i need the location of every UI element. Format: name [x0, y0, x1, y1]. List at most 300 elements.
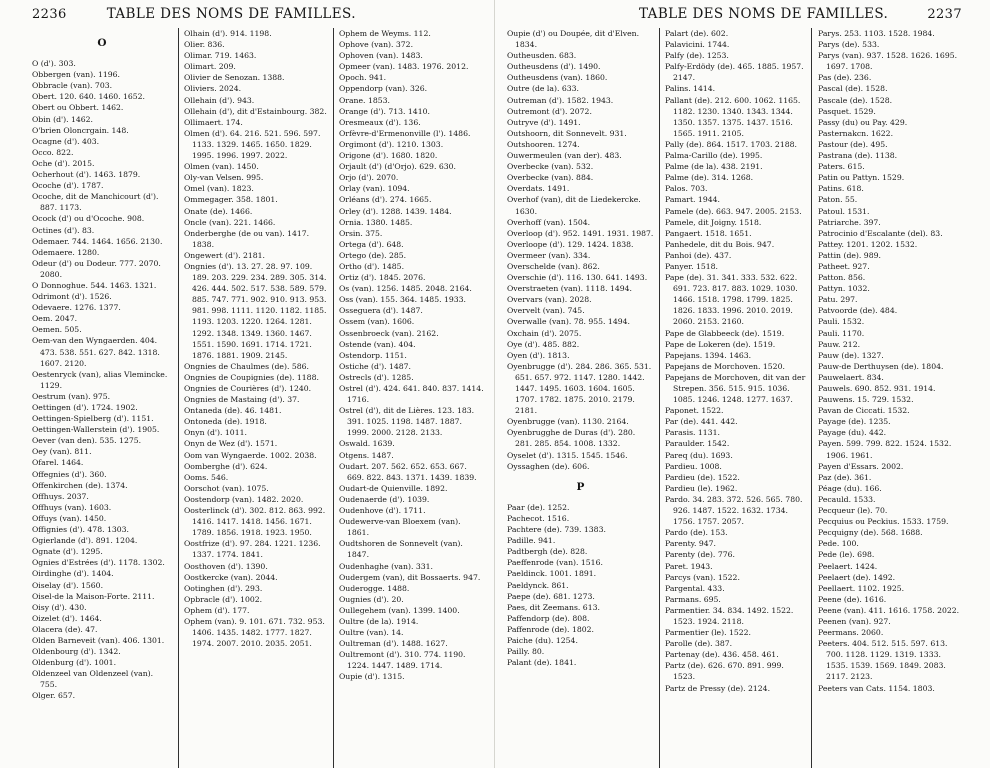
- index-entry: Paponet. 1522.: [665, 406, 724, 416]
- index-entry: Oudart. 207. 562. 652. 653. 667. 669. 822. 843. 1371. 1439. 1839.: [339, 461, 477, 482]
- index-column: [811, 28, 962, 768]
- index-entry: Partenay (de). 436. 458. 461.: [665, 650, 779, 660]
- index-entry: Oldenzeel van Oldenzeel (van). 755.: [32, 669, 154, 690]
- index-entry: Ollehain (d'), dit d'Estainbourg. 382.: [184, 106, 327, 116]
- index-entry: Oosterlinck (d'). 302. 812. 863. 992. 1416. 1417. 1418. 1456. 1671. 1789. 1856. 1918. 1923. 1950.: [184, 506, 326, 538]
- index-entry: Patoul. 1531.: [818, 206, 870, 216]
- index-entry: Peeters van Cats. 1154. 1803.: [818, 683, 935, 693]
- index-entry: Oldenbourg (d'). 1342.: [32, 647, 121, 657]
- index-entry: Ortego (de). 285.: [339, 250, 407, 260]
- index-entry: Oudewerve-van Bloexem (van). 1861.: [339, 517, 461, 538]
- index-entry: Oncle (van). 221. 1466.: [184, 217, 276, 227]
- index-entry: Overmeer (van). 334.: [507, 250, 591, 260]
- index-entry: Peelaert (de). 1492.: [818, 572, 896, 582]
- index-entry: Pauwels. 690. 852. 931. 1914.: [818, 384, 936, 393]
- index-entry: Oom van Wyngaerde. 1002. 2038.: [184, 450, 317, 460]
- index-entry: Pangaert. 1518. 1651.: [665, 228, 752, 238]
- section-letter: O: [97, 37, 107, 49]
- index-entry: Paeldinck. 1001. 1891.: [507, 569, 597, 579]
- index-entry: O'brien Oloncrgain. 148.: [32, 125, 129, 135]
- index-entry: Oultremont (d'). 310. 774. 1190. 1224. 1447. 1489. 1714.: [339, 650, 466, 671]
- index-entry: Oudenhaghe (van). 331.: [339, 561, 433, 571]
- index-entry: Overbecke (van). 884.: [507, 173, 594, 183]
- index-entry: Pailly. 80.: [507, 647, 545, 657]
- index-entry: Parenty. 947.: [665, 539, 716, 549]
- index-entry: Opoch. 941.: [339, 73, 387, 83]
- index-entry: Offhuys (van). 1603.: [32, 502, 112, 512]
- index-entry: Payen d'Essars. 2002.: [818, 461, 904, 471]
- right-page-number: 2237: [927, 7, 962, 22]
- index-entry: Pecqueur (le). 70.: [818, 506, 888, 516]
- index-entry: Oultreman (d'). 1488. 1627.: [339, 639, 448, 649]
- index-entry: Onyn de Wez (d'). 1571.: [184, 439, 278, 449]
- index-entry: Pardieu (le). 1962.: [665, 483, 738, 493]
- index-entry: Paz (de). 361.: [818, 472, 872, 482]
- index-entry: Ouwermeulen (van der). 483.: [507, 151, 622, 161]
- index-entry: Oettingen (d'). 1724. 1902.: [32, 403, 138, 412]
- index-entry: Paeldynck. 861.: [507, 580, 569, 590]
- index-entry: Peellaert. 1102. 1925.: [818, 583, 905, 593]
- index-entry: Opbracle (d'). 1002.: [184, 594, 263, 604]
- index-entry: Offuys (van). 1450.: [32, 513, 107, 523]
- index-entry: Oswald. 1639.: [339, 439, 395, 449]
- index-entry: Pecquigny (de). 568. 1688.: [818, 528, 923, 538]
- index-entry: Obert. 120. 640. 1460. 1652.: [32, 92, 146, 102]
- index-entry: Ongnies de Coupignies (de). 1188.: [184, 372, 319, 382]
- index-entry: Onyn (d'). 1011.: [184, 428, 247, 438]
- index-entry: Oudart-de Quienville. 1892.: [339, 483, 448, 493]
- index-entry: Paters. 615.: [818, 162, 865, 172]
- index-entry: Oudergem (van), dit Bossaerts. 947.: [339, 572, 481, 582]
- index-entry: Palavicini. 1744.: [665, 40, 730, 50]
- index-entry: Ophem (van). 9. 101. 671. 732. 953. 1406. 1435. 1482. 1777. 1827. 1974. 2007. 2010. 2035. 2051.: [184, 616, 325, 649]
- index-entry: Padille. 941.: [507, 536, 556, 546]
- index-entry: Pauw (de). 1327.: [818, 350, 884, 360]
- index-entry: Pareq (du). 1693.: [665, 450, 733, 460]
- index-entry: Orjault (d') (d'Orjo). 629. 630.: [339, 162, 456, 172]
- index-entry: Ongnies de Chaulmes (de). 586.: [184, 361, 309, 371]
- index-entry: Pachecot. 1516.: [507, 513, 570, 523]
- index-entry: Outreman (d'). 1582. 1943.: [507, 95, 614, 105]
- index-entry: Oyenbrugge (d'). 284. 286. 365. 531. 651. 657. 972. 1147. 1280. 1442. 1447. 1495. 1603. 1604. 1605. 1707. 1782. 1875. 2010. 2179. 2181.: [507, 361, 652, 416]
- index-entry: Obbracle (van). 703.: [32, 81, 113, 91]
- index-entry: Ossem (van). 1606.: [339, 317, 415, 327]
- index-entry: Orlay (van). 1094.: [339, 184, 410, 194]
- index-entry: Outshoorn, dit Sonnevelt. 931.: [507, 128, 627, 138]
- index-entry: Odrimont (d'). 1526.: [32, 292, 112, 302]
- index-entry: Parmentier (le). 1522.: [665, 628, 751, 638]
- index-entry: Pardieu. 1008.: [665, 461, 722, 471]
- left-page-title: TABLE DES NOMS DE FAMILLES.: [106, 6, 356, 22]
- index-entry: Outremont (d'). 2072.: [507, 106, 592, 116]
- index-entry: Ollehain (d'). 943.: [184, 95, 255, 105]
- index-entry: Pauli. 1170.: [818, 328, 865, 338]
- index-entry: Paret. 1943.: [665, 561, 713, 571]
- index-entry: Odevaere. 1276. 1377.: [32, 303, 121, 313]
- index-entry: Ophoven (van). 1483.: [339, 51, 423, 61]
- index-entry: Palart (de). 602.: [665, 29, 729, 38]
- index-entry: Oldenburg (d'). 1001.: [32, 658, 117, 668]
- index-entry: Ongnies de Mastaing (d'). 37.: [184, 395, 300, 405]
- index-entry: Ocagne (d'). 403.: [32, 136, 100, 146]
- index-entry: Pally (de). 864. 1517. 1703. 2188.: [665, 139, 797, 149]
- index-entry: Parys (van). 937. 1528. 1626. 1695. 1697. 1708.: [818, 51, 958, 72]
- index-entry: Pardieu (de). 1522.: [665, 472, 740, 482]
- index-entry: Ocoche (d'). 1787.: [32, 181, 104, 191]
- index-entry: Olden Barneveit (van). 406. 1301.: [32, 635, 165, 645]
- index-entry: Overbecke (van). 532.: [507, 162, 594, 172]
- section-letter: P: [576, 480, 585, 493]
- index-entry: Outheusden. 683.: [507, 51, 577, 61]
- index-entry: Oostkercke (van). 2044.: [184, 572, 278, 582]
- index-entry: Olmen (d'). 64. 216. 521. 596. 597. 1133. 1329. 1465. 1650. 1829. 1995. 1996. 1997. 2022.: [184, 128, 321, 161]
- index-entry: O Donnoghue. 544. 1463. 1321.: [32, 280, 157, 290]
- index-entry: Oiselay (d'). 1560.: [32, 580, 104, 590]
- index-entry: Pede. 100.: [818, 539, 859, 549]
- index-entry: Octines (d'). 83.: [32, 225, 95, 235]
- index-entry: Ophem (d'). 177.: [184, 605, 250, 615]
- index-entry: Parys (de). 533.: [818, 40, 880, 50]
- index-entry: Oliviers. 2024.: [184, 84, 242, 94]
- index-entry: Palins. 1414.: [665, 84, 716, 94]
- index-entry: Oizelet (d'). 1464.: [32, 613, 102, 623]
- index-entry: Oudenhove (d'). 1711.: [339, 506, 426, 516]
- index-column: [507, 28, 659, 768]
- index-entry: Ophove (van). 372.: [339, 40, 414, 50]
- index-entry: Overschelde (van). 862.: [507, 261, 600, 271]
- index-entry: Ootinghen (d'). 293.: [184, 583, 263, 593]
- index-entry: Olimart. 209.: [184, 62, 236, 72]
- right-page-title: TABLE DES NOMS DE FAMILLES.: [639, 6, 889, 22]
- index-entry: Ogierlande (d'). 891. 1204.: [32, 536, 138, 546]
- index-entry: Offignies (d'). 478. 1303.: [32, 525, 129, 535]
- index-entry: Péage (du). 166.: [818, 483, 882, 493]
- index-entry: Ornia. 1380. 1485.: [339, 217, 413, 227]
- index-entry: Ortega (d'). 648.: [339, 239, 404, 249]
- index-entry: Obin (d'). 1462.: [32, 114, 94, 124]
- index-entry: Olimar. 719. 1463.: [184, 51, 257, 61]
- index-entry: Oostendorp (van). 1482. 2020.: [184, 494, 304, 504]
- index-entry: Paffenrode (de). 1802.: [507, 624, 594, 634]
- index-entry: Overloope (d'). 129. 1424. 1838.: [507, 239, 634, 249]
- index-entry: Payage (du). 442.: [818, 428, 887, 438]
- index-entry: Ostiche (d'). 1487.: [339, 361, 411, 371]
- index-entry: Ortho (d'). 1485.: [339, 261, 405, 271]
- right-page-header: [507, 6, 962, 28]
- index-entry: Overhoff (van). 1504.: [507, 217, 591, 227]
- index-entry: Omel (van). 1823.: [184, 184, 254, 194]
- index-entry: Pape (de). 31. 341. 333. 532. 622. 691. 723. 817. 883. 1029. 1030. 1466. 1518. 1798. 1799. 1825. 1826. 1833. 1996. 2010. 2019. 2060. 2153. 2160.: [665, 273, 798, 327]
- index-entry: Peene (van). 411. 1616. 1758. 2022.: [818, 605, 960, 615]
- index-entry: Ontaneda (de). 46. 1481.: [184, 406, 282, 416]
- index-entry: Olmen (van). 1450.: [184, 162, 259, 172]
- index-entry: Patu. 297.: [818, 295, 858, 305]
- index-entry: Oem-van den Wyngaerden. 404. 473. 538. 551. 627. 842. 1318. 1607. 2120.: [32, 336, 160, 368]
- index-entry: Ophem de Weyms. 112.: [339, 29, 431, 38]
- index-entry: Palme (de la). 438. 2191.: [665, 162, 763, 172]
- index-entry: Ooms. 546.: [184, 472, 229, 482]
- index-entry: Outryve (d'). 1491.: [507, 117, 581, 127]
- index-entry: Payage (de). 1235.: [818, 417, 891, 427]
- index-entry: Oettingen-Wallerstein (d'). 1905.: [32, 425, 160, 435]
- index-entry: Oye (d'). 485. 882.: [507, 339, 580, 349]
- index-entry: Olivier de Senozan. 1388.: [184, 73, 285, 83]
- index-entry: Oosthoven (d'). 1390.: [184, 561, 268, 571]
- index-entry: Peene (de). 1616.: [818, 594, 887, 604]
- index-entry: Pecauld. 1533.: [818, 494, 876, 504]
- index-entry: Ollimaert. 174.: [184, 117, 243, 127]
- index-entry: Pas (de). 236.: [818, 73, 872, 83]
- index-entry: Oem. 2047.: [32, 314, 78, 324]
- index-entry: Parmans. 695.: [665, 594, 721, 604]
- index-entry: Pardo (de). 153.: [665, 528, 728, 538]
- index-entry: Oirdinghe (d'). 1404.: [32, 569, 114, 579]
- index-entry: Oey (van). 811.: [32, 447, 92, 457]
- index-entry: Partz (de). 626. 670. 891. 999. 1523.: [665, 661, 784, 682]
- index-entry: Oisy (d'). 430.: [32, 602, 87, 612]
- index-entry: Orléans (d'). 274. 1665.: [339, 195, 432, 205]
- index-entry: Orgimont (d'). 1210. 1303.: [339, 139, 444, 149]
- index-entry: Olacera (de). 47.: [32, 624, 98, 634]
- index-entry: Pauw-de Derthuysen (de). 1804.: [818, 361, 944, 371]
- index-entry: Odemaer. 744. 1464. 1656. 2130.: [32, 236, 163, 246]
- index-entry: Papejans. 1394. 1463.: [665, 350, 752, 360]
- index-entry: Oly-van Velsen. 995.: [184, 173, 264, 183]
- index-entry: Pauli. 1532.: [818, 317, 865, 327]
- index-entry: Ontoneda (de). 1918.: [184, 417, 267, 427]
- index-entry: Odeur (d') ou Dodeur. 777. 2070. 2080.: [32, 258, 161, 279]
- index-entry: Ofarel. 1464.: [32, 458, 84, 468]
- index-entry: Offhuys. 2037.: [32, 491, 89, 501]
- index-entry: Orfèvre-d'Ermenonville (l'). 1486.: [339, 128, 471, 138]
- index-entry: Palma-Carillo (de). 1995.: [665, 151, 763, 161]
- index-entry: Onderberghe (de ou van). 1417. 1838.: [184, 228, 310, 249]
- index-entry: Overloop (d'). 952. 1491. 1931. 1987.: [507, 228, 654, 238]
- index-entry: Oorschot (van). 1075.: [184, 483, 269, 493]
- index-entry: Patton. 856.: [818, 273, 866, 283]
- index-entry: Oche (d'). 2015.: [32, 158, 95, 168]
- index-entry: Orsin. 375.: [339, 228, 383, 238]
- index-entry: Pardo. 34. 283. 372. 526. 565. 780. 926. 1487. 1522. 1632. 1734. 1756. 1757. 2057.: [665, 494, 803, 527]
- index-entry: Orane. 1853.: [339, 95, 390, 105]
- index-entry: Parenty (de). 776.: [665, 550, 735, 560]
- index-entry: Overwalle (van). 78. 955. 1494.: [507, 317, 630, 327]
- index-entry: Overstraeten (van). 1118. 1494.: [507, 284, 632, 294]
- index-entry: Ostende (van). 404.: [339, 339, 416, 349]
- index-entry: Paiche (du). 1254.: [507, 635, 578, 645]
- index-entry: Partz de Pressy (de). 2124.: [665, 683, 771, 693]
- index-entry: Offegnies (d'). 360.: [32, 469, 107, 479]
- index-entry: Ortiz (d'). 1845. 2076.: [339, 273, 426, 283]
- index-entry: Padtbergh (de). 828.: [507, 547, 588, 557]
- index-entry: Palant (de). 1841.: [507, 658, 577, 668]
- index-entry: Ognate (d'). 1295.: [32, 547, 103, 557]
- index-entry: Pecquius ou Peckius. 1533. 1759.: [818, 517, 949, 527]
- index-entry: Obert ou Obbert. 1462.: [32, 103, 124, 113]
- index-entry: Pasquet. 1529.: [818, 106, 876, 116]
- index-entry: Parasis. 1131.: [665, 428, 720, 438]
- index-entry: O (d'). 303.: [32, 59, 76, 69]
- index-entry: Oyen (d'). 1813.: [507, 350, 570, 360]
- index-entry: Palme (de). 314. 1268.: [665, 173, 754, 183]
- index-entry: Ocoche, dit de Manchicourt (d'). 887. 1173.: [32, 192, 159, 213]
- index-entry: Oemen. 505.: [32, 325, 82, 335]
- index-entry: Oisel-de la Maison-Forte. 2111.: [32, 591, 155, 601]
- index-entry: Ongnies (d'). 13. 27. 28. 97. 109. 189. 203. 229. 234. 289. 305. 314. 426. 444. 502. 517. 538. 589. 579. 885. 747. 771. 902. 910. 913. 953. 981. 998. 1111. 1120. 1182. 1185. 1193. 1203. 1220. 1264. 1281. 1292. 1348. 1349. 1360. 1467. 1551. 1590. 1691. 1714. 1721. 1876. 1881. 1909. 2145.: [184, 261, 327, 360]
- left-page-columns: [32, 28, 484, 768]
- index-entry: Ouderogge. 1488.: [339, 583, 410, 593]
- index-entry: Passy (du) ou Pay. 429.: [818, 117, 908, 127]
- index-entry: Pallant (de). 212. 600. 1062. 1165. 1182. 1230. 1340. 1343. 1344. 1350. 1357. 1375. 1437. 1516. 1565. 1911. 2105.: [665, 95, 801, 138]
- index-entry: Occo. 822.: [32, 147, 74, 157]
- index-entry: Oyselet (d'). 1315. 1545. 1546.: [507, 450, 628, 460]
- index-entry: Pavan de Ciccati. 1532.: [818, 406, 910, 416]
- index-entry: Parmentier. 34. 834. 1492. 1522. 1523. 1924. 2118.: [665, 605, 794, 626]
- index-entry: Ommegager. 358. 1801.: [184, 195, 278, 205]
- index-entry: Patin ou Pattyn. 1529.: [818, 173, 905, 183]
- index-entry: Par (de). 441. 442.: [665, 417, 738, 427]
- index-entry: Pamele, dit Joigny. 1518.: [665, 217, 762, 227]
- index-column: [333, 28, 484, 768]
- index-entry: Paes, dit Zeemans. 613.: [507, 602, 600, 612]
- index-entry: Pauw. 212.: [818, 339, 861, 349]
- index-entry: Patvoorde (de). 484.: [818, 306, 898, 316]
- index-entry: Parcys (van). 1522.: [665, 572, 740, 582]
- index-entry: Obbergen (van). 1196.: [32, 70, 121, 80]
- index-entry: Pastour (de). 495.: [818, 139, 888, 149]
- index-entry: Oettingen-Spielberg (d'). 1151.: [32, 414, 154, 424]
- index-entry: Parys. 253. 1103. 1528. 1984.: [818, 29, 935, 38]
- index-entry: Paepe (de). 681. 1273.: [507, 591, 595, 601]
- index-entry: Olger. 657.: [32, 691, 76, 701]
- index-entry: Overvelt (van). 745.: [507, 306, 585, 316]
- index-entry: Opmeer (van). 1483. 1976. 2012.: [339, 62, 469, 72]
- index-entry: Oever (van den). 535. 1275.: [32, 436, 142, 446]
- index-entry: Patriarche. 397.: [818, 217, 881, 227]
- index-entry: Ostrel (d'). 424. 641. 840. 837. 1414. 1716.: [339, 384, 484, 405]
- index-entry: Oresmeaux (d'). 136.: [339, 117, 421, 127]
- index-entry: Patrocinio d'Escalante (del). 83.: [818, 228, 943, 238]
- index-entry: Ongewert (d'). 2181.: [184, 250, 265, 260]
- index-entry: Pamele (de). 663. 947. 2005. 2153.: [665, 206, 802, 216]
- index-entry: Payen. 599. 799. 822. 1524. 1532. 1906. 1961.: [818, 439, 952, 460]
- index-entry: Oestenryck (van), alias Vlemincke. 1129.: [32, 369, 168, 390]
- index-entry: Oultre (van). 14.: [339, 628, 404, 638]
- index-entry: Pastrana (de). 1138.: [818, 151, 898, 161]
- right-page-columns: [507, 28, 962, 768]
- index-entry: Oudtshoren de Sonnevelt (van). 1847.: [339, 539, 463, 560]
- index-entry: Onate (de). 1466.: [184, 206, 253, 216]
- right-page: [495, 0, 990, 768]
- index-entry: Patheet. 927.: [818, 261, 870, 271]
- index-entry: Oppendorp (van). 326.: [339, 84, 428, 94]
- index-column: [32, 28, 178, 768]
- index-entry: Paton. 55.: [818, 195, 858, 205]
- index-entry: Overhof (van), dit de Liedekercke. 1630.: [507, 195, 641, 216]
- index-entry: Overvars (van). 2028.: [507, 295, 592, 305]
- index-entry: Pattyn. 1032.: [818, 284, 870, 294]
- index-entry: Peeters. 404. 512. 515. 597. 613. 700. 1128. 1129. 1319. 1333. 1535. 1539. 1569. 1849. 2083. 2117. 2123.: [818, 639, 948, 682]
- index-entry: Ossenbroeck (van). 2162.: [339, 328, 439, 338]
- left-page-number: 2236: [32, 7, 67, 22]
- index-entry: Oestrum (van). 975.: [32, 391, 111, 401]
- index-entry: Parolle (de). 387.: [665, 639, 733, 649]
- index-entry: Paar (de). 1252.: [507, 502, 570, 512]
- index-entry: Paraulder. 1542.: [665, 439, 730, 449]
- index-entry: Pape de Glabbeeck (de). 1519.: [665, 328, 785, 338]
- index-entry: Pamart. 1944.: [665, 195, 720, 205]
- index-entry: Peenen (van). 927.: [818, 616, 891, 626]
- index-entry: Palfy (de). 1253.: [665, 51, 729, 61]
- index-entry: Oupie (d'). 1315.: [339, 672, 405, 682]
- index-entry: Outheusdens (d'). 1490.: [507, 62, 601, 72]
- index-entry: Oxchain (d'). 2075.: [507, 328, 582, 338]
- index-entry: Pattin (de). 989.: [818, 250, 881, 260]
- index-entry: Ougnies (d'). 20.: [339, 594, 404, 604]
- index-entry: Panhoi (de). 437.: [665, 250, 732, 260]
- index-entry: Olier. 836.: [184, 40, 225, 50]
- index-entry: Pauwelaert. 834.: [818, 372, 884, 382]
- index-entry: Patins. 618.: [818, 184, 864, 194]
- index-entry: Oomberghe (d'). 624.: [184, 461, 268, 471]
- index-entry: Osseguera (d'). 1487.: [339, 306, 423, 316]
- index-entry: Overdats. 1491.: [507, 184, 570, 194]
- index-entry: Outshooren. 1274.: [507, 139, 580, 149]
- index-entry: Oyenbrugge (van). 1130. 2164.: [507, 417, 629, 427]
- index-entry: Pasternakcn. 1622.: [818, 128, 894, 138]
- index-entry: Ostendorp. 1151.: [339, 350, 407, 360]
- index-entry: Peermans. 2060.: [818, 628, 884, 638]
- index-entry: Palos. 703.: [665, 184, 708, 194]
- index-entry: Oyssaghen (de). 606.: [507, 461, 590, 471]
- index-entry: Oostfrize (d'). 97. 284. 1221. 1236. 1337. 1774. 1841.: [184, 539, 321, 560]
- left-page-header: [32, 6, 484, 28]
- index-entry: Orange (d'). 713. 1410.: [339, 106, 430, 116]
- index-column: [178, 28, 333, 768]
- index-entry: Ongnies de Courières (d'). 1240.: [184, 384, 312, 393]
- index-entry: Origone (d'). 1680. 1820.: [339, 151, 438, 161]
- index-entry: Papejans de Morchoven. 1520.: [665, 361, 785, 371]
- index-entry: Oultre (de la). 1914.: [339, 616, 419, 626]
- index-entry: Oss (van). 155. 364. 1485. 1933.: [339, 295, 466, 305]
- index-entry: Paffendorp (de). 808.: [507, 613, 590, 623]
- index-entry: Peelaert. 1424.: [818, 561, 878, 571]
- index-entry: Olhain (d'). 914. 1198.: [184, 29, 272, 38]
- index-entry: Pargental. 433.: [665, 583, 725, 593]
- index-entry: Oupie (d') ou Doupée, dit d'Elven. 1834.: [507, 29, 640, 50]
- index-entry: Pachtere (de). 739. 1383.: [507, 525, 606, 535]
- index-entry: Pascale (de). 1528.: [818, 95, 893, 105]
- index-entry: Palfy-Erdödy (de). 465. 1885. 1957. 2147.: [665, 62, 804, 83]
- index-entry: Offenkirchen (de). 1374.: [32, 480, 128, 490]
- index-entry: Orley (d'). 1288. 1439. 1484.: [339, 206, 452, 216]
- index-entry: Orjo (d'). 2070.: [339, 173, 399, 183]
- index-entry: Oudenaerde (d'). 1039.: [339, 494, 430, 504]
- index-entry: Ostrecls (d'). 1285.: [339, 372, 414, 382]
- index-column: [659, 28, 811, 768]
- index-entry: Pede (le). 698.: [818, 550, 875, 560]
- index-entry: Oullegehem (van). 1399. 1400.: [339, 605, 460, 615]
- index-entry: Pascal (de). 1528.: [818, 84, 888, 94]
- index-entry: Panyer. 1518.: [665, 261, 718, 271]
- index-entry: Os (van). 1256. 1485. 2048. 2164.: [339, 284, 472, 294]
- index-entry: Ostrel (d'), dit de Lières. 123. 183. 391. 1025. 1198. 1487. 1887. 1999. 2000. 2128. 2133.: [339, 406, 475, 438]
- index-entry: Outre (de la). 633.: [507, 84, 579, 94]
- index-entry: Paeffenrode (van). 1516.: [507, 558, 603, 568]
- index-entry: Oyenbrugghe de Duras (d'). 280. 281. 285. 854. 1008. 1332.: [507, 428, 636, 449]
- index-entry: Ocherhout (d'). 1463. 1879.: [32, 170, 141, 180]
- index-entry: Odemaere. 1280.: [32, 247, 100, 257]
